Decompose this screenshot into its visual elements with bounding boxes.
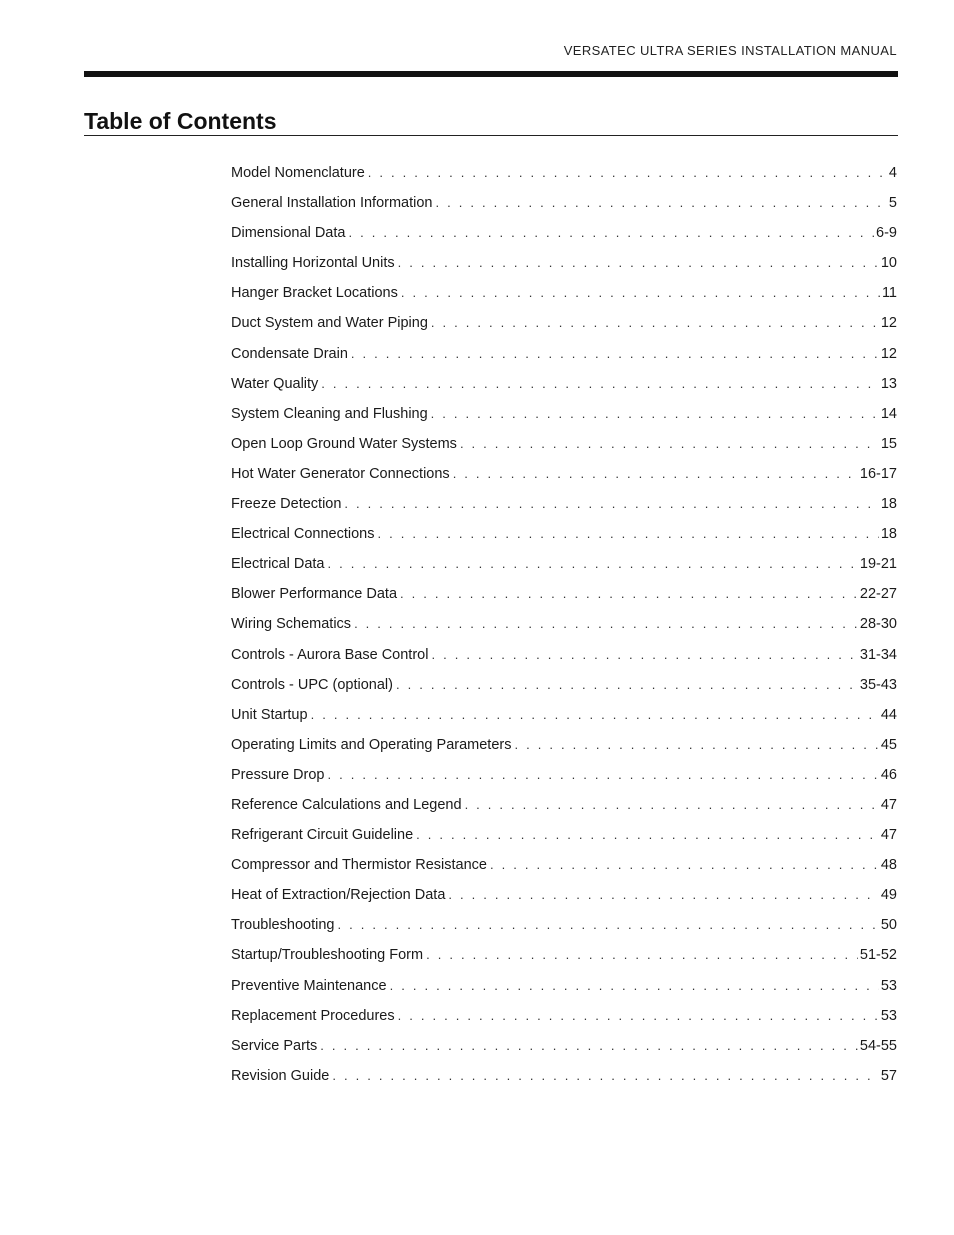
dot-leader: [416, 825, 879, 845]
toc-entry[interactable]: [231, 915, 897, 945]
toc-entry-label: Duct System and Water Piping: [231, 313, 431, 333]
dot-leader: [321, 374, 879, 394]
toc-entry-page: 53: [880, 977, 897, 994]
toc-entry-page: 57: [880, 1067, 897, 1084]
toc-entry[interactable]: [231, 344, 897, 374]
toc-entry[interactable]: [231, 554, 897, 584]
dot-leader: [396, 675, 858, 695]
toc-entry-label: Pressure Drop: [231, 765, 327, 785]
toc-entry-label: Model Nomenclature: [231, 163, 368, 183]
toc-entry-label: Refrigerant Circuit Guideline: [231, 825, 416, 845]
running-header: VERSATEC ULTRA SERIES INSTALLATION MANUAL: [563, 43, 897, 58]
toc-entry[interactable]: [231, 524, 897, 554]
toc-entry-label: Unit Startup: [231, 705, 311, 725]
toc-entry-page: 31-34: [859, 646, 897, 663]
toc-entry-page: 35-43: [859, 676, 897, 693]
dot-leader: [448, 885, 878, 905]
toc-entry[interactable]: [231, 584, 897, 614]
toc-entry-label: Reference Calculations and Legend: [231, 795, 465, 815]
dot-leader: [465, 795, 879, 815]
toc-entry-label: Wiring Schematics: [231, 614, 354, 634]
toc-entry-label: Service Parts: [231, 1036, 320, 1056]
toc-entry[interactable]: [231, 374, 897, 404]
dot-leader: [377, 524, 878, 544]
toc-entry-page: 18: [880, 496, 897, 513]
dot-leader: [368, 163, 887, 183]
toc-entry-label: Startup/Troubleshooting Form: [231, 945, 426, 965]
toc-entry-page: 53: [880, 1007, 897, 1024]
dot-leader: [398, 253, 879, 273]
toc-entry-label: Electrical Data: [231, 554, 327, 574]
toc-entry[interactable]: [231, 494, 897, 524]
toc-entry-page: 22-27: [859, 586, 897, 603]
toc-entry[interactable]: [231, 885, 897, 915]
toc-entry[interactable]: [231, 464, 897, 494]
toc-entry-page: 12: [880, 345, 897, 362]
toc-entry[interactable]: [231, 283, 897, 313]
toc-entry[interactable]: [231, 614, 897, 644]
toc-entry-page: 15: [880, 435, 897, 452]
toc-entry-label: Hanger Bracket Locations: [231, 283, 401, 303]
toc-entry-page: 4: [888, 165, 897, 181]
toc-entry-label: Open Loop Ground Water Systems: [231, 434, 460, 454]
toc-entry-page: 47: [880, 796, 897, 813]
toc-entry[interactable]: [231, 855, 897, 885]
dot-leader: [311, 705, 879, 725]
toc-entry-label: Heat of Extraction/Rejection Data: [231, 885, 448, 905]
toc-entry-page: 10: [880, 255, 897, 272]
dot-leader: [431, 645, 857, 665]
dot-leader: [344, 494, 878, 514]
toc-entry-label: Operating Limits and Operating Parameters: [231, 735, 514, 755]
dot-leader: [431, 404, 879, 424]
title-rule: [84, 135, 898, 136]
toc-entry[interactable]: [231, 735, 897, 765]
dot-leader: [460, 434, 879, 454]
header-rule: [84, 71, 898, 77]
toc-entry[interactable]: [231, 675, 897, 705]
toc-entry-label: Hot Water Generator Connections: [231, 464, 453, 484]
dot-leader: [390, 976, 879, 996]
toc-entry-page: 46: [880, 766, 897, 783]
toc-entry-label: Compressor and Thermistor Resistance: [231, 855, 490, 875]
toc-entry-label: Condensate Drain: [231, 344, 351, 364]
toc-entry-page: 44: [880, 706, 897, 723]
toc-entry[interactable]: [231, 705, 897, 735]
dot-leader: [453, 464, 858, 484]
toc-entry[interactable]: [231, 193, 897, 223]
toc-entry-page: 50: [880, 917, 897, 934]
dot-leader: [426, 945, 858, 965]
dot-leader: [436, 193, 887, 213]
toc-entry[interactable]: [231, 404, 897, 434]
toc-entry-label: Controls - UPC (optional): [231, 675, 396, 695]
toc-entry[interactable]: [231, 223, 897, 253]
toc-entry[interactable]: [231, 163, 897, 193]
toc-entry-page: 45: [880, 736, 897, 753]
toc-entry-label: Blower Performance Data: [231, 584, 400, 604]
toc-entry-page: 5: [888, 195, 897, 212]
toc-entry[interactable]: [231, 645, 897, 675]
dot-leader: [351, 344, 879, 364]
dot-leader: [401, 283, 880, 303]
toc-entry-page: 6-9: [876, 225, 897, 242]
toc-entry-label: Electrical Connections: [231, 524, 377, 544]
toc-entry[interactable]: [231, 765, 897, 795]
toc-entry[interactable]: [231, 1066, 897, 1096]
dot-leader: [320, 1036, 858, 1056]
toc-entry-page: 49: [880, 887, 897, 904]
toc-entry-page: 48: [880, 857, 897, 874]
toc-entry[interactable]: [231, 976, 897, 1006]
toc-entry-page: 54-55: [859, 1037, 897, 1054]
dot-leader: [327, 554, 857, 574]
toc-entry[interactable]: [231, 313, 897, 343]
toc-entry[interactable]: [231, 795, 897, 825]
toc-entry-page: 51-52: [859, 947, 897, 964]
toc-entry-page: 16-17: [859, 465, 897, 482]
dot-leader: [332, 1066, 879, 1086]
dot-leader: [400, 584, 858, 604]
toc-entry[interactable]: [231, 945, 897, 975]
toc-entry-label: Installing Horizontal Units: [231, 253, 398, 273]
toc-entry-label: Water Quality: [231, 374, 321, 394]
toc-entry-page: 28-30: [859, 616, 897, 633]
dot-leader: [348, 223, 874, 243]
toc-entry-page: 47: [880, 827, 897, 844]
toc-entry[interactable]: [231, 253, 897, 283]
page-title: Table of Contents: [84, 108, 277, 134]
dot-leader: [514, 735, 878, 755]
toc-entry-label: General Installation Information: [231, 193, 436, 213]
toc-entry-label: Preventive Maintenance: [231, 976, 390, 996]
toc-entry[interactable]: [231, 434, 897, 464]
toc-entry[interactable]: [231, 1036, 897, 1066]
toc-entry-label: Dimensional Data: [231, 223, 348, 243]
toc-list: [231, 163, 897, 1096]
toc-entry-label: Revision Guide: [231, 1066, 332, 1086]
dot-leader: [337, 915, 878, 935]
dot-leader: [354, 614, 858, 634]
dot-leader: [398, 1006, 879, 1026]
toc-entry-page: 11: [881, 285, 897, 302]
toc-entry-page: 14: [880, 405, 897, 422]
toc-entry-label: Troubleshooting: [231, 915, 337, 935]
toc-entry-page: 13: [880, 375, 897, 392]
toc-entry-label: Replacement Procedures: [231, 1006, 398, 1026]
toc-entry-page: 18: [880, 526, 897, 543]
toc-entry[interactable]: [231, 825, 897, 855]
dot-leader: [490, 855, 879, 875]
dot-leader: [431, 313, 879, 333]
toc-entry-label: Controls - Aurora Base Control: [231, 645, 431, 665]
dot-leader: [327, 765, 878, 785]
toc-entry[interactable]: [231, 1006, 897, 1036]
toc-entry-page: 12: [880, 315, 897, 332]
toc-entry-label: System Cleaning and Flushing: [231, 404, 431, 424]
toc-entry-page: 19-21: [859, 556, 897, 573]
toc-entry-label: Freeze Detection: [231, 494, 344, 514]
